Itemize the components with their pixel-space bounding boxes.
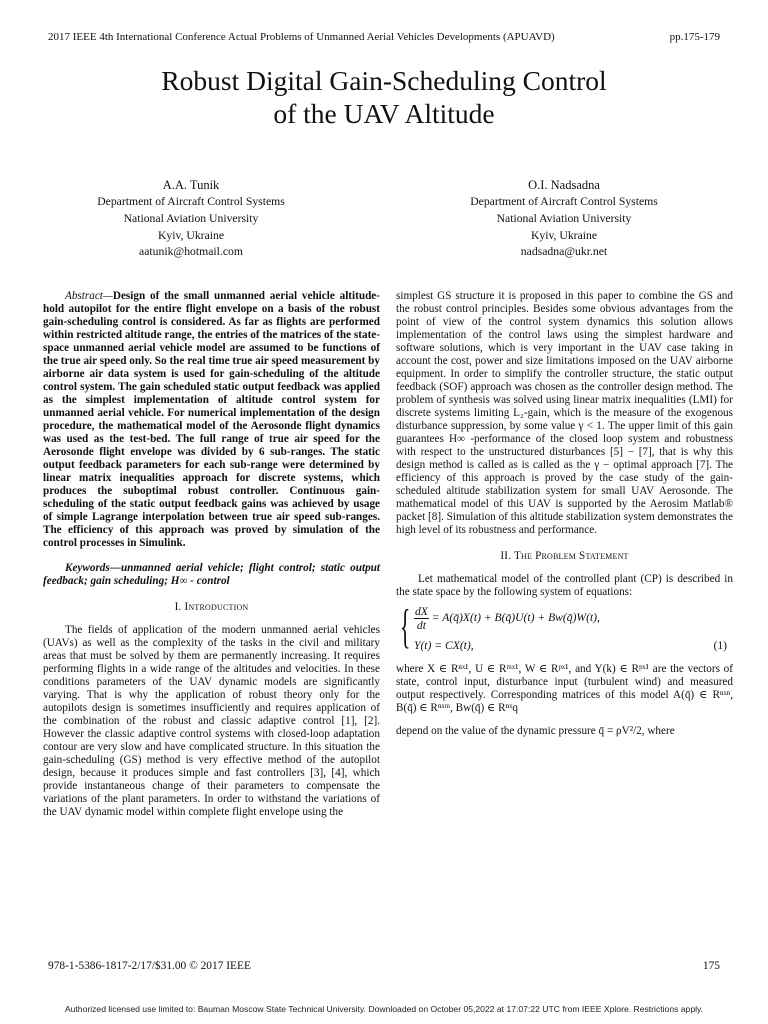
title-line-1: Robust Digital Gain-Scheduling Control — [161, 65, 607, 96]
copyright-footer: 978-1-5386-1817-2/17/$31.00 © 2017 IEEE — [48, 960, 251, 972]
definitions-paragraph: where X ∈ Rⁿˣ¹, U ∈ Rᵐˣ¹, W ∈ Rᵖˣ¹, and Y(k) ∈ Rᵖˣ¹ are the vectors of state, control input, disturbance input (turbulent wind) and measured output respectively. Corresponding matrices of this model A(q̄) ∈ Rⁿˣⁿ, B(q̄) ∈ Rⁿˣᵐ, Bw(q̄) ∈ Rⁿˣq — [396, 663, 733, 714]
right-column — [396, 290, 733, 738]
paper-title — [0, 64, 768, 130]
problem-statement-paragraph: Let mathematical model of the controlled plant (CP) is described in the state space by the following system of equations: — [396, 573, 733, 598]
fraction-denominator: dt — [416, 619, 426, 632]
introduction-paragraph: The fields of application of the modern unmanned aerial vehicles (UAVs) as well as the complexity of the tasks in the civil and military areas that must be solved by them are permanently increasing. It requires performing flights in a wide range of the altitudes and velocities. In these conditions parameters of the UAV dynamic models are significantly varying. That is why the application of robust theory only for the autopilots design is sometimes insufficiently and requires application of the combination of the robust and classic adaptive control [1], [2]. However the classic adaptive control systems with closed-loop adaptation contour are very slow and have complicated structure. In this situation the gain-scheduling (GS) method is very effective method of the autopilot design, because it produces simple and fast controllers [3], [4], which provide instantaneous change of their parameters to compensate the variations of the plant parameters. In order to withstand the variations of the UAV dynamic model within complete flight envelope using the — [43, 624, 380, 818]
title-line-2: of the UAV Altitude — [273, 98, 495, 129]
conference-header: 2017 IEEE 4th International Conference Actual Problems of Unmanned Aerial Vehicles Developments (APUAVD) — [48, 31, 555, 43]
author-name: O.I. Nadsadna — [528, 178, 600, 192]
intro-continued-paragraph: simplest GS structure it is proposed in this paper to combine the GS and the robust control principles. Besides some obvious advantages from the point of view of the control system dynamics this solution allows implementation of the control laws using the simplest hardware and software solutions, which is very important in the UAV case taking in account the cost, power and size limitations imposed on the UAV airborne equipment. In order to simplify the controller structure, the static output feedback (SOF) approach was chosen as the controller design method. The problem of synthesis was solved using linear matrix inequalities (LMI) for discrete systems limiting L₂-gain, which is the measure of the exogenous disturbance suppression, by some value γ < 1. The upper limit of this gain guarantees H∞ -performance of the closed loop system and robustness with respect to the unstructured disturbances [5] − [7], that is why this design method is called as is called as the γ − optimal approach [7]. The efficiency of this approach is proved by the case study of the gain-scheduled altitude stabilization system for small UAV Aerosonde. The mathematical model of this UAV is supported by the Aerosim Matlab® packet [8]. Simulation of this altitude stabilization system demonstrates the high level of its robustness and performance. — [396, 290, 733, 536]
author-name: A.A. Tunik — [162, 178, 220, 192]
author-city: Kyiv, Ukraine — [530, 228, 598, 242]
equation-row-1-rhs: = A(q̄)X(t) + B(q̄)U(t) + Bw(q̄)W(t), — [431, 611, 600, 625]
abstract-text: Design of the small unmanned aerial vehicle altitude-hold autopilot for the entire flight envelope on a basis of the robust gain-scheduling control is considered. As far as flights are performed within restricted altitude range, the entries of the matrices of the state-space unmanned aerial vehicle model are assumed to be functions of the true air speed only. So the real time true air speed measurement by airborne air data system is used for gain-scheduling of the altitude control system. The gain scheduled static output feedback was applied as the simplest implementation of altitude control system for unmanned aerial vehicle. For numerical implementation of the design procedure, the mathematical model of the Aerosonde flight dynamics was used as the test-bed. The full range of true air speed for the Aerosonde flight envelope was divided by 6 sub-ranges. The static output feedback parameters for each sub-range were determined by linear matrix inequalities approach for discrete systems, which produces the suboptimal robust controller. Continuous gain-scheduling of the static output feedback gains was achieved by usage of simple Lagrange interpolation between true air speed sub-ranges. The efficiency of this approach was proved by simulation of the control processes in Simulink. — [43, 290, 380, 549]
abstract: Abstract—Design of the small unmanned aerial vehicle altitude-hold autopilot for the entire flight envelope on a basis of the robust gain-scheduling control is considered. As far as flights are performed within restricted altitude range, the entries of the matrices of the state-space unmanned aerial vehicle model are assumed to be functions of the true air speed only. So the real time true air speed measurement by airborne air data system is used for gain-scheduling of the altitude control system. The gain scheduled static output feedback was applied as the simplest implementation of altitude control system for unmanned aerial vehicle. For numerical implementation of the design procedure, the mathematical model of the Aerosonde flight dynamics was used as the test-bed. The full range of true air speed for the Aerosonde flight envelope was divided by 6 sub-ranges. The static output feedback parameters for each sub-range were determined by linear matrix inequalities approach for discrete systems, which produces the suboptimal robust controller. Continuous gain-scheduling of the static output feedback gains was achieved by usage of simple Lagrange interpolation between true air speed sub-ranges. The efficiency of this approach was proved by simulation of the control processes in Simulink. — [43, 290, 380, 549]
keywords: Keywords—unmanned aerial vehicle; flight control; static output feedback; gain scheduling; H∞ - control — [43, 562, 380, 587]
author-university: National Aviation University — [496, 211, 632, 225]
left-column — [43, 290, 380, 819]
equation-row-1 — [414, 605, 600, 632]
equation-fraction — [414, 605, 429, 632]
page-range: pp.175-179 — [669, 31, 720, 43]
equation-number: (1) — [713, 639, 727, 652]
author-block-2 — [414, 176, 714, 261]
equation-row-2: Y(t) = CX(t), — [414, 639, 474, 652]
keywords-label: Keywords — [65, 562, 110, 574]
keywords-text: unmanned aerial vehicle; flight control; static output feedback; gain scheduling; H∞ - control — [43, 562, 380, 587]
abstract-label: Abstract — [65, 290, 103, 302]
license-notice: Authorized licensed use limited to: Bauman Moscow State Technical University. Downloaded on October 05,2022 at 17:07:22 UTC from IEEE Xplore. Restrictions apply. — [64, 1004, 704, 1014]
section-heading-introduction: I. Introduction — [174, 601, 249, 613]
author-email: aatunik@hotmail.com — [139, 245, 243, 259]
author-email: nadsadna@ukr.net — [520, 245, 608, 259]
author-department: Department of Aircraft Control Systems — [470, 195, 658, 208]
page-number: 175 — [702, 960, 720, 972]
author-university: National Aviation University — [123, 211, 259, 225]
fraction-numerator: dX — [415, 605, 428, 618]
equation-brace: { — [400, 600, 411, 653]
section-heading-problem-statement: II. The Problem Statement — [500, 550, 629, 562]
dynamic-pressure-paragraph: depend on the value of the dynamic pressure q̄ = ρV²/2, where — [396, 725, 675, 737]
author-city: Kyiv, Ukraine — [157, 228, 225, 242]
author-department: Department of Aircraft Control Systems — [97, 195, 285, 208]
equation-1 — [396, 600, 733, 655]
author-block-1 — [41, 176, 341, 261]
